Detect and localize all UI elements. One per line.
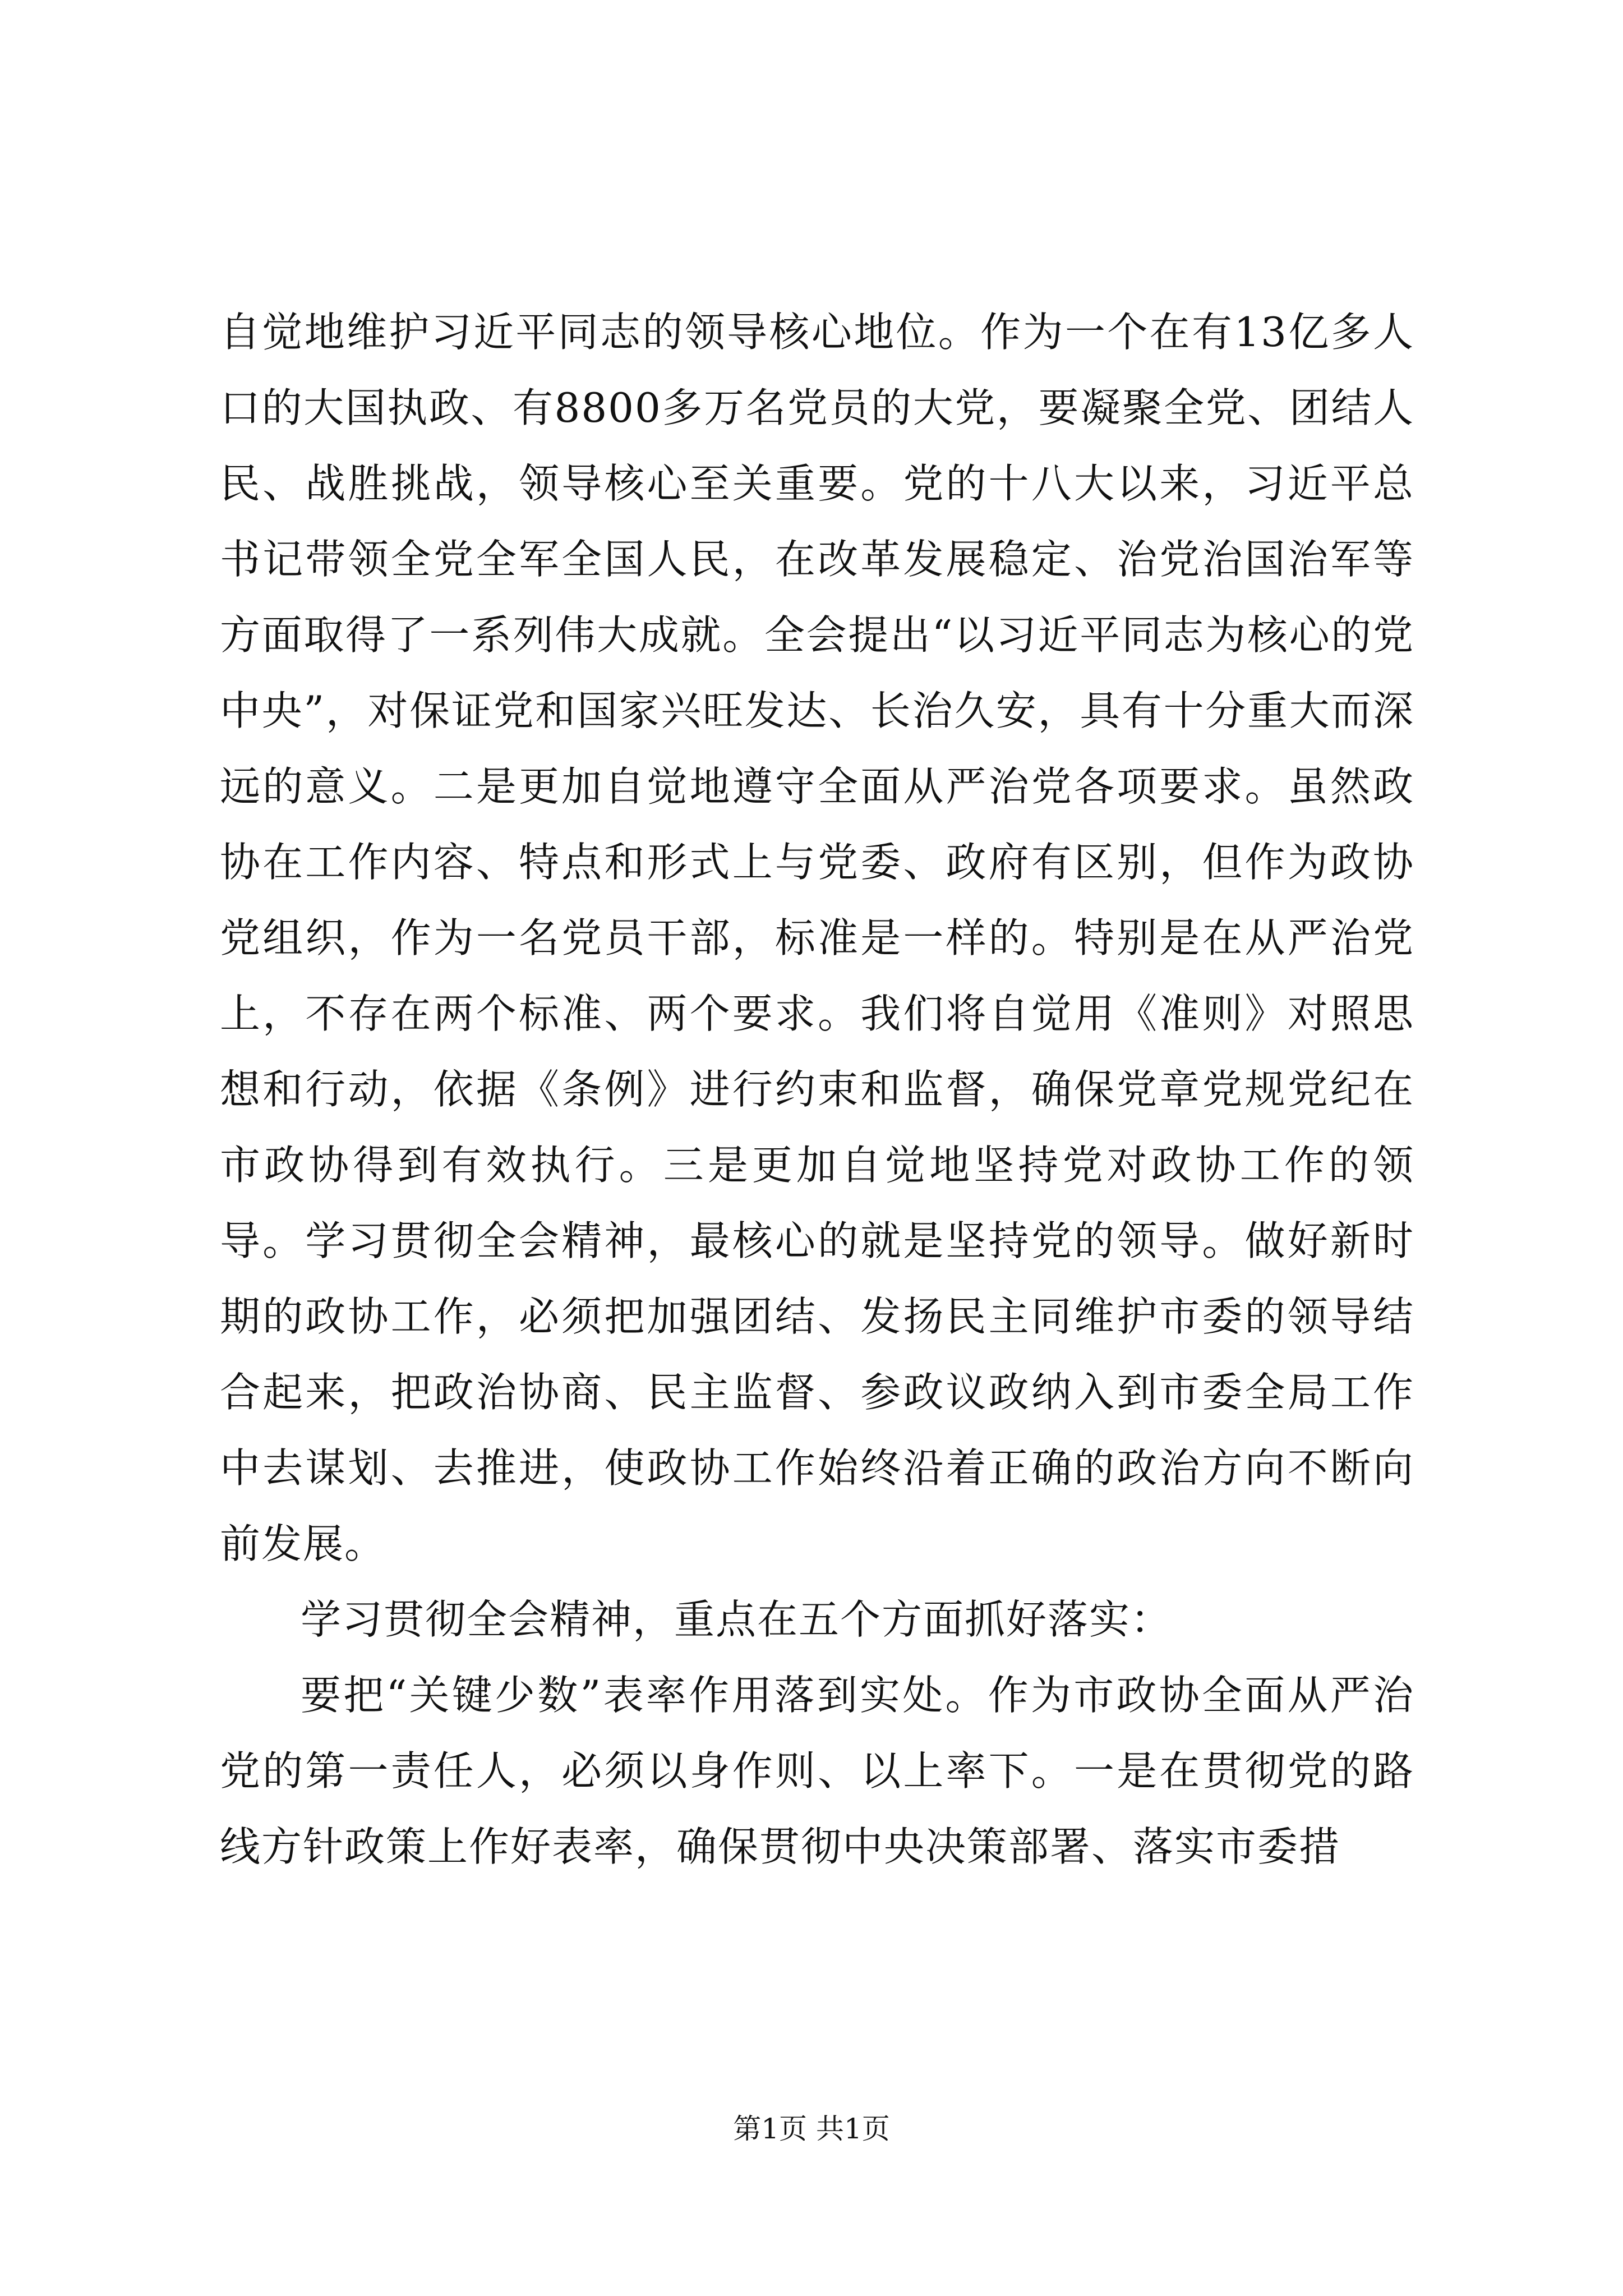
page-footer: 第1页 共1页 bbox=[733, 2113, 890, 2145]
paragraph-2: 学习贯彻全会精神，重点在五个方面抓好落实： bbox=[301, 1596, 1173, 1643]
paragraph-3: 要把“关键少数”表率作用落到实处。作为市政协全面从严治党的第一责任人，必须以身作则、以上率下。一是在贯彻党的路线方针政策上作好表率，确保贯彻中央决策部署、落实市委措 bbox=[220, 1672, 1414, 1870]
paragraph-1: 自觉地维护习近平同志的领导核心地位。作为一个在有13亿多人口的大国执政、有8800多万名党员的大党，要凝聚全党、团结人民、战胜挑战，领导核心至关重要。党的十八大以来，习近平总书记带领全党全军全国人民，在改革发展稳定、治党治国治军等方面取得了一系列伟大成就。全会提出“以习近平同志为核心的党中央”，对保证党和国家兴旺发达、长治久安，具有十分重大而深远的意义。二是更加自觉地遵守全面从严治党各项要求。虽然政协在工作内容、特点和形式上与党委、政府有区别，但作为政协党组织，作为一名党员干部，标准是一样的。特别是在从严治党上，不存在两个标准、两个要求。我们将自觉用《准则》对照思想和行动，依据《条例》进行约束和监督，确保党章党规党纪在市政协得到有效执行。三是更加自觉地坚持党对政协工作的领导。学习贯彻全会精神，最核心的就是坚持党的领导。做好新时期的政协工作，必须把加强团结、发扬民主同维护市委的领导结合起来，把政治协商、民主监督、参政议政纳入到市委全局工作中去谋划、去推进，使政协工作始终沿着正确的政治方向不断向前发展。 bbox=[220, 309, 1414, 1567]
document-body bbox=[220, 295, 1414, 1885]
